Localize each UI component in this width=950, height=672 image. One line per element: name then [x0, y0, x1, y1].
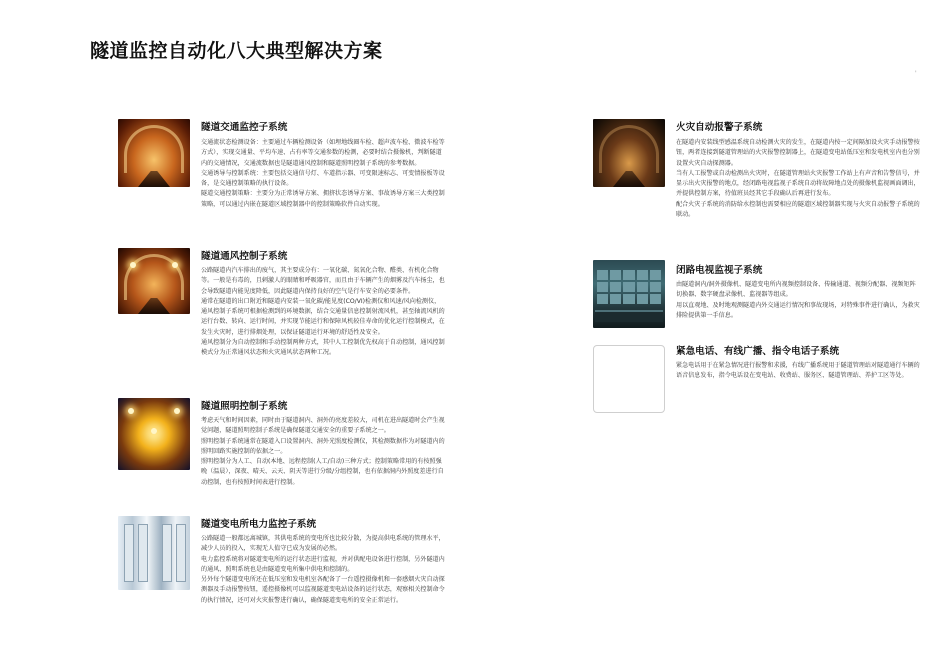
lighting-tunnel-photo — [118, 398, 190, 470]
paragraph: 公路隧道内汽车排出的废气，其主要成分有：一氧化碳、氮氧化合物、醛类、有机化合物等。一般是有毒的，且刺激人的眼睛和呼吸器官，而且由于车辆产生的烟雾及汽车扬尘，也会导致隧道内能见度降低，因此隧道内保持良好的空气是行车安全的必要条件。 — [201, 267, 445, 295]
section-heading: 隧道变电所电力监控子系统 — [201, 519, 317, 530]
section-body — [676, 138, 921, 220]
paragraph: 当有人工报警或自动检测出火灾时，在隧道管理站火灾报警工作站上有声音和告警信号，并显示出火灾报警的地点，经闭路电视监视子系统自动将故障地点处的摄像机监视画面调出，并提供控制方案，待值班员经其它手段确认后再进行发布。 — [676, 169, 920, 198]
image-placeholder — [593, 345, 665, 413]
paragraph: 交通诱导与控制系统：主要包括交通信号灯、车道指示器、可变限速标志、可变情报板等设备，是交通控制策略的执行设备。 — [201, 169, 445, 188]
paragraph: 照明控制分为人工、自动(本地、远程控制(人工/自动)三种方式；控制策略常用的有按照强晚（温晨），深夜、晴天、云天、阴天等进行分级/分组控制，也有依据洞内外照度差进行自动控制，也有按照时间表进行控制。 — [201, 458, 444, 486]
ventilation-tunnel-photo — [118, 248, 190, 314]
section-heading: 火灾自动报警子系统 — [676, 122, 763, 133]
paragraph: 考虑天气和时间因素，同时由于隧道洞内、洞外的亮度差较大，司机在进出隧道时会产生视觉问题，隧道照明控制子系统是确保隧道交通安全的重要子系统之一。 — [201, 417, 445, 435]
paragraph: 在隧道内安装线型感温系统自动检测火灾的发生，在隧道内按一定间隔加设火灾手动报警按钮，两者连接到隧道管理站的火灾报警控制器上，在隧道变电站低压室和发电机室内也分别设置火灾自动探测器。 — [676, 139, 920, 167]
traffic-tunnel-photo — [118, 119, 190, 187]
section-body — [201, 266, 446, 359]
section-heading: 闭路电视监视子系统 — [676, 265, 763, 276]
page-title: 隧道监控自动化八大典型解决方案 — [90, 40, 383, 62]
section-body — [201, 534, 446, 606]
paragraph: 紧急电话用于在紧急情况进行报警和求援，有线广播系统用于隧道管理站对隧道通行车辆的语音信息发布，指令电话设在变电站、收费站、服务区、隧道管理站、养护工区等处。 — [676, 362, 920, 380]
section-heading: 隧道照明控制子系统 — [201, 401, 288, 412]
paragraph: 通常在隧道的出口附近和隧道内安装一氧化碳/能见度(CO/VI)检测仪和风速/风向检测仪，通风控制子系统可根据检测到的环境数据，结合交通量信息控制射流风机，甚至轴流风机的运行台数、转向、运行时间，并实现节能运行和保障风机较佳寿命的优化运行控制模式，在发生火灾时，进行排烟处理，以保证隧道运行环境的舒适性及安全。 — [201, 297, 445, 336]
paragraph: 由隧道洞内/洞外摄像机、隧道变电所内视频控制设备、传输通道、视频分配器、视频矩阵切换器、数字硬盘录像机、监视器等组成。 — [676, 281, 916, 299]
paragraph: 另外每个隧道变电所还在低压室和发电机室各配备了一台遥控摄像机和一套感烟火灾自动探测器及手动报警按钮，遥控摄像机可以监视隧道变电站设备的运行状态，观察相关控制命令的执行情况，还可对火灾报警进行确认，确保隧道变电所的安全正常运行。 — [201, 576, 445, 604]
paragraph: 隧道交通控制策略：主要分为正常诱导方案、拥挤状态诱导方案、事故诱导方案三大类控制策略，可以通过内嵌在隧道区域控制器中的控制策略软件自动实现。 — [201, 190, 445, 208]
page-mark: ' — [915, 70, 917, 77]
paragraph: 照明控制子系统通常在隧道入口设置洞内、洞外光照度检测仪，其检测数据作为对隧道内的照明回路实施控制的依据之一。 — [201, 437, 445, 455]
paragraph: 公路隧道一般都远离城镇，其供电系统的变电所也比较分散，为提高供电系统的管理水平，减少人员的投入，实现无人值守已成为发展的必然。 — [201, 535, 445, 553]
section-body — [676, 280, 921, 321]
section-heading: 隧道通风控制子系统 — [201, 251, 288, 262]
substation-photo — [118, 516, 190, 590]
section-body — [676, 361, 921, 382]
section-heading: 紧急电话、有线广播、指令电话子系统 — [676, 346, 840, 357]
section-heading: 隧道交通监控子系统 — [201, 122, 288, 133]
paragraph: 配合火灾子系统的消防给水控制也需要相应的隧道区域控制器实现与火灾自动报警子系统的联动。 — [676, 200, 920, 219]
paragraph: 交通流状态检测设备：主要通过车辆检测设备（如埋地线圈车检、超声波车检、微波车检等方式），实现交通量、平均车速、占有率等交通参数的检测，必要时结合摄像机，判断隧道内的交通情况，交通流数据也是隧道通风控制和隧道照明控制子系统的参考数据。 — [201, 139, 445, 167]
paragraph: 通风控制分为自动控制和手动控制两种方式，其中人工控制优先权高于自动控制，通风控制模式分为正常通风状态和火灾通风状态两种工况。 — [201, 339, 445, 357]
paragraph: 用以直观地、及时地观测隧道内外交通运行情况和事故现场，对特殊事件进行确认，为救灾排险提供第一手信息。 — [676, 301, 920, 319]
section-body — [201, 138, 446, 210]
paragraph: 电力监控系统将对隧道变电所的运行状态进行监视，并对供配电设备进行控制，另外隧道内的通风、照明系统也是由隧道变电所集中供电和控制的。 — [201, 555, 445, 573]
section-body — [201, 416, 446, 488]
fire-tunnel-photo — [593, 119, 665, 187]
monitoring-room-photo — [593, 260, 665, 328]
